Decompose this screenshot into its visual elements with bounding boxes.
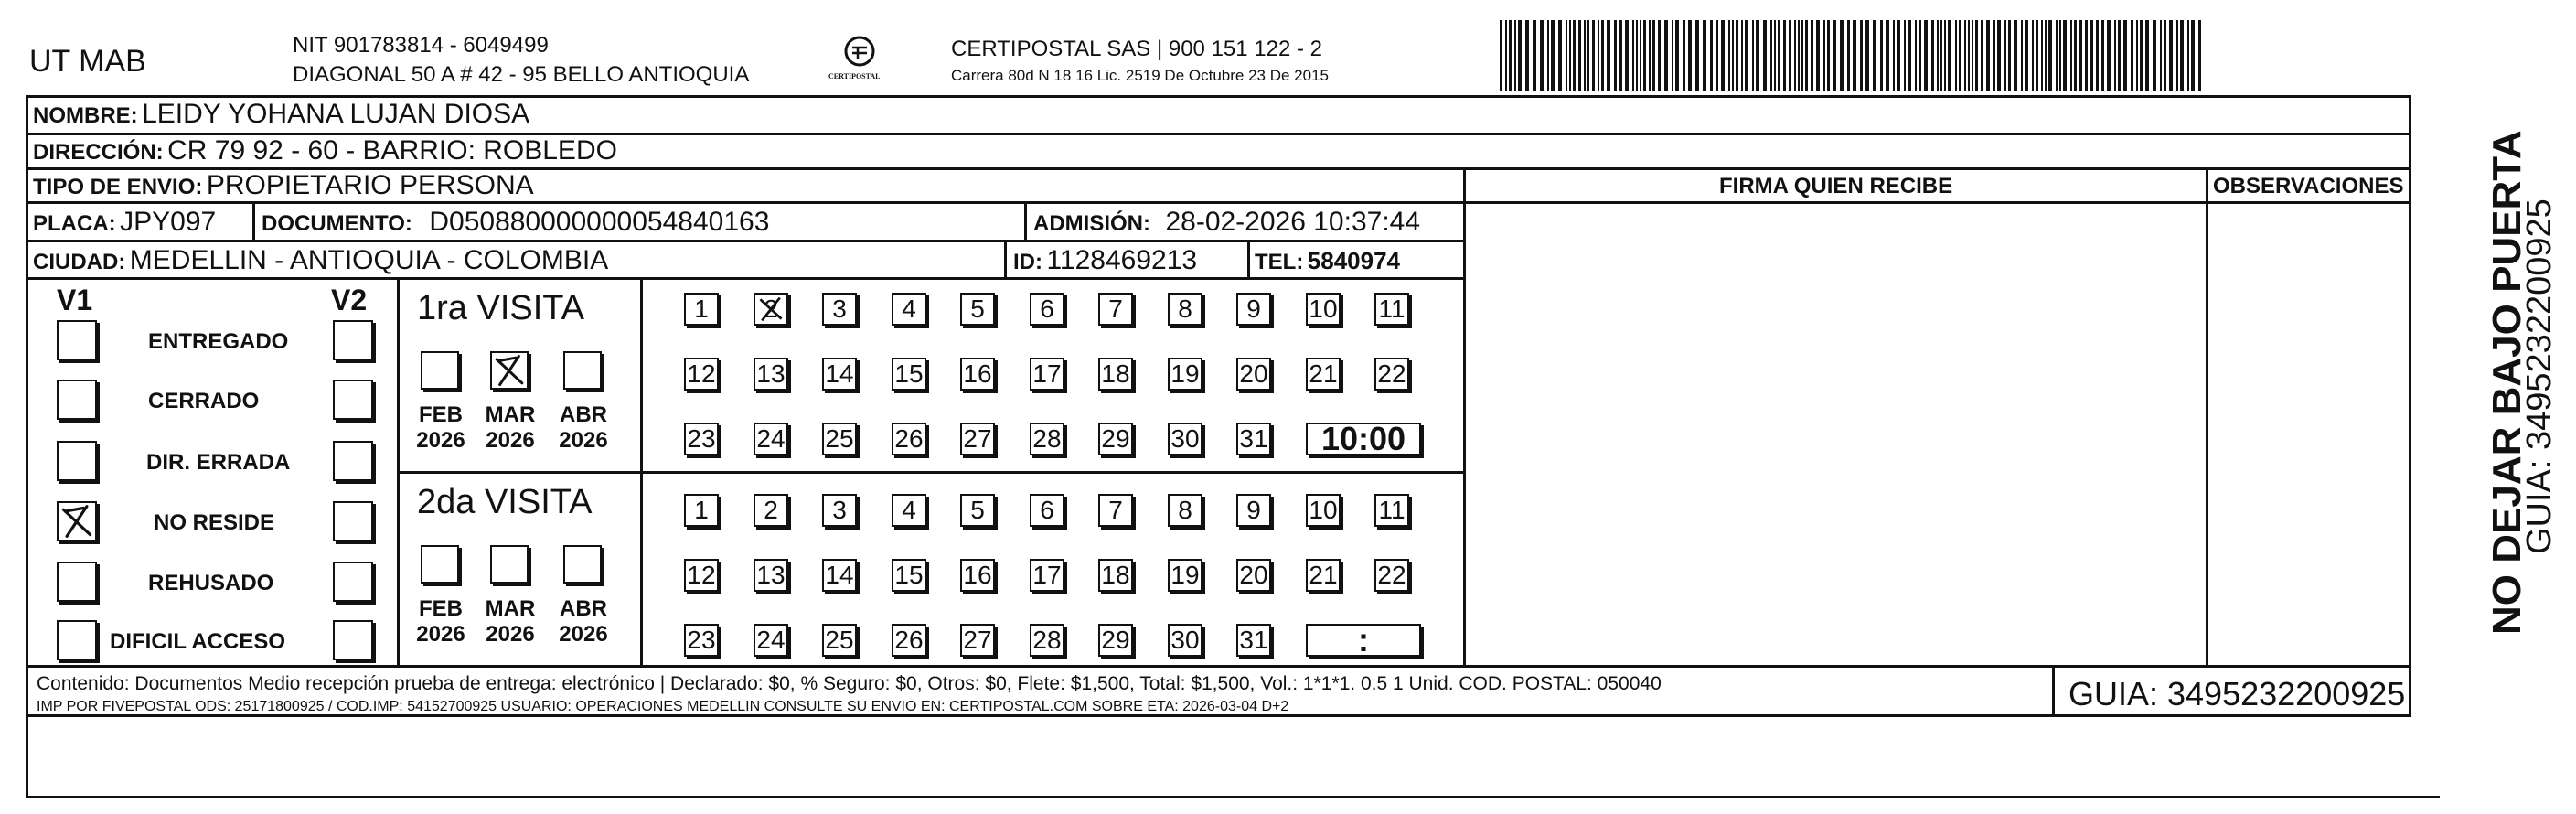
barcode-bar — [1959, 20, 1961, 91]
placa-cell — [33, 209, 216, 236]
month-checkbox[interactable] — [490, 545, 529, 584]
day-box[interactable]: 19 — [1168, 559, 1202, 592]
barcode-bar — [1640, 20, 1641, 91]
guia-sep — [2052, 665, 2055, 716]
barcode-bar — [1500, 20, 1502, 91]
id-value: 1128469213 — [1046, 245, 1198, 275]
admision-sep — [1024, 203, 1027, 241]
barcode-bar — [1558, 20, 1562, 91]
status-label: NO RESIDE — [154, 510, 275, 535]
frame-top — [26, 95, 2410, 98]
barcode-bar — [2187, 20, 2189, 91]
barcode-bar — [2070, 20, 2072, 91]
day-box[interactable]: 31 — [1236, 624, 1271, 657]
second-visit-title: 2da VISITA — [417, 483, 593, 521]
obs-col-left — [2206, 167, 2208, 667]
day-box[interactable]: 4 — [892, 293, 926, 326]
day-box[interactable]: 14 — [822, 559, 857, 592]
barcode-bar — [1683, 20, 1685, 91]
barcode-bar — [2107, 20, 2111, 91]
barcode-bar — [1533, 20, 1536, 91]
barcode-bar — [1833, 20, 1836, 91]
time-field[interactable]: 10:00 — [1306, 423, 1421, 455]
day-box[interactable]: 17 — [1030, 559, 1064, 592]
tel-label: TEL: — [1255, 250, 1304, 274]
barcode-bar — [1763, 20, 1767, 91]
v1-checkbox[interactable] — [57, 320, 97, 360]
month-label: FEB 2026 — [413, 596, 468, 647]
barcode-bar — [2136, 20, 2138, 91]
barcode-bar — [1993, 20, 1995, 91]
id-label: ID: — [1013, 250, 1042, 274]
ciudad-label: CIUDAD: — [33, 250, 126, 274]
barcode-bar — [1997, 20, 2001, 91]
barcode-bar — [1710, 20, 1713, 91]
firma-header: FIRMA QUIEN RECIBE — [1719, 174, 1953, 198]
barcode-bar — [1886, 20, 1889, 91]
barcode-bar — [1853, 20, 1856, 91]
barcode-bar — [1636, 20, 1638, 91]
day-box[interactable]: 31 — [1236, 423, 1271, 455]
barcode-bar — [1601, 20, 1604, 91]
month-year: 2026 — [416, 427, 465, 453]
id-sep — [1004, 241, 1007, 278]
day-box[interactable]: 29 — [1098, 423, 1133, 455]
nombre-row — [33, 101, 529, 128]
barcode-bar — [1972, 20, 1973, 91]
barcode-bar — [1592, 20, 1595, 91]
barcode-bar — [1798, 20, 1800, 91]
barcode-bar — [1716, 20, 1718, 91]
barcode-bar — [1823, 20, 1825, 91]
day-box[interactable]: 8 — [1168, 494, 1202, 527]
barcode-bar — [2118, 20, 2121, 91]
day-box[interactable]: 9 — [1236, 293, 1271, 326]
tel-sep — [1247, 241, 1250, 278]
barcode-bar — [1607, 20, 1610, 91]
barcode-bar — [2021, 20, 2023, 91]
day-box[interactable]: 23 — [684, 423, 719, 455]
v2-checkbox[interactable] — [333, 380, 373, 420]
footer-imp: IMP POR FIVEPOSTAL ODS: 25171800925 / COD.IMP: 54152700925 USUARIO: OPERACIONES MEDELLIN CONSULTE SU ENVIO EN: CERTIPOSTAL.COM SOBRE ETA: 2026-03-04 D+2 — [37, 699, 1289, 714]
first-visit-title: 1ra VISITA — [417, 289, 585, 327]
bottom-band-line — [26, 796, 2440, 798]
day-box[interactable]: 18 — [1098, 358, 1133, 391]
barcode-bar — [1948, 20, 1951, 91]
barcode-bar — [1811, 20, 1813, 91]
barcode-bar — [1840, 20, 1844, 91]
barcode-bar — [1794, 20, 1796, 91]
tipo-value: PROPIETARIO PERSONA — [206, 170, 534, 200]
barcode-bar — [2079, 20, 2082, 91]
status-label: DIFICIL ACCESO — [110, 629, 286, 654]
frame-left — [26, 95, 28, 717]
v2-checkbox[interactable] — [333, 501, 373, 541]
admision-value: 28-02-2026 10:37:44 — [1165, 207, 1421, 237]
company-nit: NIT 901783814 - 6049499 — [293, 33, 549, 58]
barcode-bar — [1893, 20, 1895, 91]
barcode-bar — [2169, 20, 2173, 91]
day-box[interactable]: 30 — [1168, 423, 1202, 455]
barcode-bar — [2036, 20, 2038, 91]
day-box[interactable]: 9 — [1236, 494, 1271, 527]
day-number: 2 — [764, 295, 778, 323]
barcode-bar — [2032, 20, 2034, 91]
barcode-bar — [1652, 20, 1655, 91]
visit-mid-sep — [397, 471, 1463, 474]
barcode-bar — [1897, 20, 1900, 91]
barcode-bar — [1778, 20, 1780, 91]
v2-label: V2 — [331, 284, 368, 316]
barcode-bar — [2114, 20, 2116, 91]
barcode-bar — [1672, 20, 1673, 91]
day-box[interactable]: 11 — [1374, 293, 1409, 326]
barcode-bar — [1944, 20, 1946, 91]
v2-checkbox[interactable] — [333, 320, 373, 360]
barcode-bar — [1770, 20, 1772, 91]
barcode-bar — [1756, 20, 1759, 91]
day-box[interactable]: 26 — [892, 423, 926, 455]
barcode-bar — [1728, 20, 1730, 91]
barcode-bar — [1625, 20, 1629, 91]
day-box[interactable]: 22 — [1374, 358, 1409, 391]
barcode-bar — [2164, 20, 2166, 91]
ciudad-value: MEDELLIN - ANTIOQUIA - COLOMBIA — [129, 245, 609, 275]
barcode-bar — [1801, 20, 1803, 91]
barcode-bar — [2145, 20, 2149, 91]
barcode-bar — [1578, 20, 1581, 91]
ciudad-cell — [33, 247, 608, 274]
barcode-bar — [1816, 20, 1820, 91]
barcode-bar — [1518, 20, 1522, 91]
placa-value: JPY097 — [120, 207, 217, 237]
documento-value: D050880000000054840163 — [429, 207, 770, 237]
v1-checkbox[interactable] — [57, 620, 97, 660]
barcode — [1500, 20, 2204, 91]
month-checkbox[interactable] — [563, 545, 602, 584]
day-box[interactable]: 17 — [1030, 358, 1064, 391]
month-label: MAR 2026 — [483, 402, 538, 453]
barcode-bar — [1505, 20, 1507, 91]
barcode-bar — [1732, 20, 1734, 91]
tel-value: 5840974 — [1307, 247, 1401, 274]
barcode-bar — [1736, 20, 1738, 91]
firma-col-left — [1463, 167, 1466, 667]
day-box[interactable]: 18 — [1098, 559, 1133, 592]
id-cell — [1013, 247, 1197, 274]
barcode-bar — [1968, 20, 1970, 91]
day-box[interactable]: 30 — [1168, 624, 1202, 657]
company-address: DIAGONAL 50 A # 42 - 95 BELLO ANTIOQUIA — [293, 62, 750, 87]
barcode-bar — [2101, 20, 2104, 91]
barcode-bar — [1514, 20, 1516, 91]
barcode-bar — [2025, 20, 2028, 91]
month-checkbox[interactable] — [490, 351, 529, 390]
day-box[interactable]: 11 — [1374, 494, 1409, 527]
documento-cell — [262, 209, 769, 236]
barcode-bar — [2096, 20, 2099, 91]
barcode-bar — [1632, 20, 1634, 91]
barcode-bar — [1783, 20, 1786, 91]
v2-checkbox[interactable] — [333, 441, 373, 481]
barcode-bar — [2056, 20, 2058, 91]
barcode-bar — [2176, 20, 2178, 91]
day-box[interactable]: 5 — [960, 293, 995, 326]
barcode-bar — [1873, 20, 1876, 91]
status-label: ENTREGADO — [148, 329, 289, 354]
day-box[interactable]: 28 — [1030, 624, 1064, 657]
month-label: MAR 2026 — [483, 596, 538, 647]
barcode-bar — [1703, 20, 1706, 91]
barcode-bar — [1860, 20, 1863, 91]
certipostal-logo — [828, 33, 887, 90]
barcode-bar — [1924, 20, 1928, 91]
barcode-bar — [2180, 20, 2184, 91]
barcode-bar — [1805, 20, 1808, 91]
day-box[interactable]: 4 — [892, 494, 926, 527]
v2-checkbox[interactable] — [333, 562, 373, 602]
barcode-bar — [1688, 20, 1692, 91]
barcode-bar — [1658, 20, 1661, 91]
barcode-bar — [1981, 20, 1983, 91]
barcode-bar — [1827, 20, 1830, 91]
day-box[interactable]: 6 — [1030, 494, 1064, 527]
barcode-bar — [1937, 20, 1939, 91]
day-box[interactable]: 21 — [1306, 358, 1341, 391]
day-box[interactable]: 5 — [960, 494, 995, 527]
side-guia: GUIA: 3495232200925 — [2520, 198, 2559, 554]
day-box[interactable]: 25 — [822, 624, 857, 657]
day-box[interactable] — [754, 293, 788, 326]
admision-cell — [1033, 209, 1420, 236]
day-box[interactable]: 12 — [684, 358, 719, 391]
barcode-bar — [1598, 20, 1599, 91]
day-box[interactable]: 13 — [754, 358, 788, 391]
day-box[interactable]: 14 — [822, 358, 857, 391]
month-label: FEB 2026 — [413, 402, 468, 453]
day-box[interactable]: 7 — [1098, 293, 1133, 326]
direccion-label: DIRECCIÓN: — [33, 140, 164, 165]
day-box[interactable]: 13 — [754, 559, 788, 592]
barcode-bar — [1789, 20, 1791, 91]
month-year: 2026 — [486, 427, 535, 453]
day-box[interactable]: 15 — [892, 358, 926, 391]
barcode-bar — [1509, 20, 1512, 91]
barcode-bar — [2059, 20, 2061, 91]
tel-cell — [1255, 249, 1400, 273]
day-box[interactable]: 16 — [960, 358, 995, 391]
time-field[interactable]: : — [1306, 624, 1421, 657]
barcode-bar — [1614, 20, 1617, 91]
barcode-bar — [1774, 20, 1776, 91]
status-label: DIR. ERRADA — [146, 450, 291, 475]
barcode-bar — [1940, 20, 1942, 91]
barcode-bar — [1745, 20, 1748, 91]
barcode-bar — [2004, 20, 2006, 91]
footer-contents: Contenido: Documentos Medio recepción prueba de entrega: electrónico | Declarado: $0, % Seguro: $0, Otros: $0, Flete: $1,500, Total: $1,500, Vol.: 1*1*1. 0.5 1 Unid. COD. POSTAL: 050040 — [37, 673, 1662, 694]
day-box[interactable]: 28 — [1030, 423, 1064, 455]
barcode-bar — [2153, 20, 2156, 91]
nombre-label: NOMBRE: — [33, 103, 138, 128]
day-box[interactable]: 27 — [960, 624, 995, 657]
day-box[interactable]: 23 — [684, 624, 719, 657]
placa-sep — [252, 203, 255, 241]
barcode-bar — [1955, 20, 1957, 91]
barcode-bar — [1547, 20, 1549, 91]
day-box[interactable]: 1 — [684, 293, 719, 326]
barcode-bar — [2041, 20, 2043, 91]
day-box[interactable]: 7 — [1098, 494, 1133, 527]
barcode-bar — [1904, 20, 1906, 91]
day-box[interactable]: 2 — [754, 494, 788, 527]
barcode-bar — [1573, 20, 1576, 91]
barcode-bar — [1649, 20, 1651, 91]
company-name: UT MAB — [29, 44, 146, 79]
v1-checkbox[interactable] — [57, 562, 97, 602]
tipo-row — [33, 172, 534, 199]
barcode-bar — [2063, 20, 2067, 91]
barcode-bar — [1741, 20, 1743, 91]
day-box[interactable]: 24 — [754, 624, 788, 657]
v2-checkbox[interactable] — [333, 620, 373, 660]
day-box[interactable]: 16 — [960, 559, 995, 592]
month-year: 2026 — [559, 621, 608, 647]
frame-right — [2409, 95, 2411, 717]
barcode-bar — [2090, 20, 2093, 91]
day-box[interactable]: 12 — [684, 559, 719, 592]
month-checkbox[interactable] — [421, 545, 459, 584]
status-label: CERRADO — [148, 389, 260, 413]
day-box[interactable]: 20 — [1236, 358, 1271, 391]
barcode-bar — [1587, 20, 1589, 91]
barcode-bar — [1664, 20, 1668, 91]
barcode-bar — [1986, 20, 1990, 91]
courier-license: Carrera 80d N 18 16 Lic. 2519 De Octubre 23 De 2015 — [951, 67, 1329, 84]
barcode-bar — [1525, 20, 1529, 91]
direccion-row — [33, 137, 617, 165]
barcode-bar — [2160, 20, 2162, 91]
day-box[interactable]: 24 — [754, 423, 788, 455]
barcode-bar — [1964, 20, 1966, 91]
barcode-bar — [1847, 20, 1850, 91]
barcode-bar — [1540, 20, 1544, 91]
day-box[interactable]: 3 — [822, 293, 857, 326]
barcode-bar — [1566, 20, 1567, 91]
barcode-bar — [1931, 20, 1934, 91]
barcode-bar — [1908, 20, 1911, 91]
barcode-bar — [1752, 20, 1754, 91]
day-box[interactable]: 10 — [1306, 494, 1341, 527]
row-sep-3 — [26, 201, 2410, 204]
day-box[interactable]: 3 — [822, 494, 857, 527]
barcode-bar — [1619, 20, 1622, 91]
barcode-bar — [1919, 20, 1921, 91]
barcode-bar — [2014, 20, 2017, 91]
month-checkbox[interactable] — [563, 351, 602, 390]
barcode-bar — [1695, 20, 1699, 91]
barcode-bar — [2123, 20, 2127, 91]
bottom-band-left — [26, 714, 28, 798]
barcode-bar — [1643, 20, 1646, 91]
footer-guia: GUIA: 3495232200925 — [2068, 675, 2406, 712]
documento-label: DOCUMENTO: — [262, 211, 412, 236]
observaciones-header: OBSERVACIONES — [2213, 174, 2404, 198]
day-box[interactable]: 15 — [892, 559, 926, 592]
v1-checkbox[interactable] — [57, 441, 97, 481]
barcode-bar — [1880, 20, 1883, 91]
month-year: 2026 — [559, 427, 608, 453]
tipo-label: TIPO DE ENVIO: — [33, 175, 203, 199]
day-box[interactable]: 6 — [1030, 293, 1064, 326]
day-box[interactable]: 21 — [1306, 559, 1341, 592]
day-box[interactable]: 27 — [960, 423, 995, 455]
direccion-value: CR 79 92 - 60 - BARRIO: ROBLEDO — [167, 135, 617, 166]
barcode-bar — [2074, 20, 2077, 91]
barcode-bar — [2008, 20, 2011, 91]
month-year: 2026 — [486, 621, 535, 647]
day-box[interactable]: 1 — [684, 494, 719, 527]
barcode-bar — [1865, 20, 1869, 91]
v1-checkbox[interactable] — [57, 380, 97, 420]
day-box[interactable]: 25 — [822, 423, 857, 455]
month-checkbox[interactable] — [421, 351, 459, 390]
month-year: 2026 — [416, 621, 465, 647]
month-label: ABR 2026 — [556, 596, 611, 647]
day-box[interactable]: 29 — [1098, 624, 1133, 657]
barcode-bar — [2191, 20, 2195, 91]
courier-name: CERTIPOSTAL SAS | 900 151 122 - 2 — [951, 37, 1322, 61]
barcode-bar — [1721, 20, 1725, 91]
day-box[interactable]: 10 — [1306, 293, 1341, 326]
day-box[interactable]: 22 — [1374, 559, 1409, 592]
barcode-bar — [1584, 20, 1586, 91]
month-label: ABR 2026 — [556, 402, 611, 453]
day-box[interactable]: 19 — [1168, 358, 1202, 391]
day-box[interactable]: 20 — [1236, 559, 1271, 592]
barcode-bar — [1569, 20, 1571, 91]
admision-label: ADMISIÓN: — [1033, 211, 1150, 236]
logo-caption: CERTIPOSTAL — [828, 72, 881, 80]
side-warning: NO DEJAR BAJO PUERTA — [2485, 130, 2529, 635]
day-box[interactable]: 8 — [1168, 293, 1202, 326]
barcode-bar — [1675, 20, 1679, 91]
placa-label: PLACA: — [33, 211, 116, 236]
status-label: REHUSADO — [148, 571, 274, 595]
barcode-bar — [2045, 20, 2047, 91]
v1-label: V1 — [57, 284, 93, 316]
barcode-bar — [2048, 20, 2052, 91]
barcode-bar — [2131, 20, 2133, 91]
nombre-value: LEIDY YOHANA LUJAN DIOSA — [142, 99, 530, 129]
barcode-bar — [1975, 20, 1978, 91]
barcode-bar — [2140, 20, 2143, 91]
v1-checkbox[interactable] — [57, 501, 97, 541]
barcode-bar — [1551, 20, 1555, 91]
day-box[interactable]: 26 — [892, 624, 926, 657]
barcode-bar — [2085, 20, 2088, 91]
barcode-bar — [1915, 20, 1917, 91]
barcode-bar — [2198, 20, 2201, 91]
